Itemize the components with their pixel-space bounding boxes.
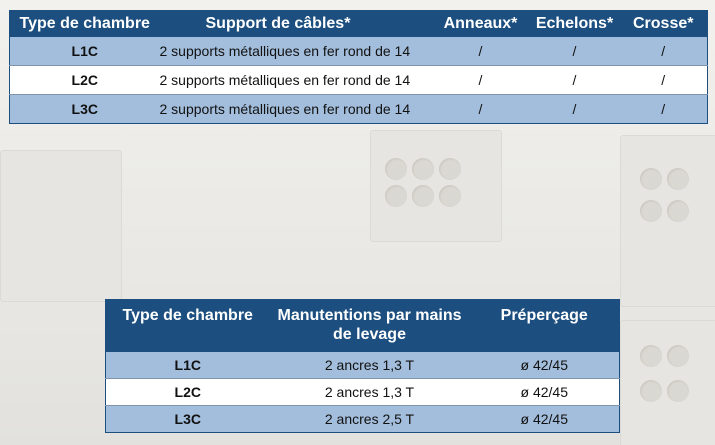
header-type-chambre: Type de chambre — [10, 11, 160, 38]
cell-anneaux: / — [432, 37, 530, 66]
cell-anneaux: / — [432, 95, 530, 124]
concrete-block — [620, 320, 715, 445]
cell-manutention: 2 ancres 2,5 T — [270, 406, 470, 433]
cell-preperçage: ø 42/45 — [470, 406, 620, 433]
header-preperçage: Préperçage — [470, 300, 620, 353]
table-row — [10, 95, 708, 124]
cell-type: L1C — [106, 352, 270, 379]
table-row — [106, 352, 620, 379]
cell-echelons: / — [530, 37, 620, 66]
header-anneaux: Anneaux* — [432, 11, 530, 38]
cell-manutention: 2 ancres 1,3 T — [270, 379, 470, 406]
cell-crosse: / — [620, 37, 708, 66]
header-support-cables: Support de câbles* — [160, 11, 432, 38]
cell-manutention: 2 ancres 1,3 T — [270, 352, 470, 379]
cell-crosse: / — [620, 95, 708, 124]
handling-table — [105, 299, 620, 433]
table-header-row — [106, 300, 620, 353]
cell-type: L1C — [10, 37, 160, 66]
cell-preperçage: ø 42/45 — [470, 379, 620, 406]
table-header-row — [10, 11, 708, 38]
cell-support: 2 supports métalliques en fer rond de 14 — [160, 66, 432, 95]
table-row — [106, 406, 620, 433]
cell-echelons: / — [530, 66, 620, 95]
cell-type: L3C — [10, 95, 160, 124]
header-type-chambre: Type de chambre — [106, 300, 270, 353]
header-manutentions: Manutentions par mains de levage — [270, 300, 470, 353]
header-crosse: Crosse* — [620, 11, 708, 38]
header-echelons: Echelons* — [530, 11, 620, 38]
cell-crosse: / — [620, 66, 708, 95]
table-row — [10, 66, 708, 95]
cell-preperçage: ø 42/45 — [470, 352, 620, 379]
cell-type: L2C — [106, 379, 270, 406]
concrete-block — [0, 150, 122, 302]
cell-support: 2 supports métalliques en fer rond de 14 — [160, 95, 432, 124]
table-row — [106, 379, 620, 406]
concrete-block — [620, 135, 715, 307]
cell-echelons: / — [530, 95, 620, 124]
table-row — [10, 37, 708, 66]
cell-anneaux: / — [432, 66, 530, 95]
cell-support: 2 supports métalliques en fer rond de 14 — [160, 37, 432, 66]
cable-support-table — [9, 10, 708, 124]
cell-type: L3C — [106, 406, 270, 433]
cell-type: L2C — [10, 66, 160, 95]
